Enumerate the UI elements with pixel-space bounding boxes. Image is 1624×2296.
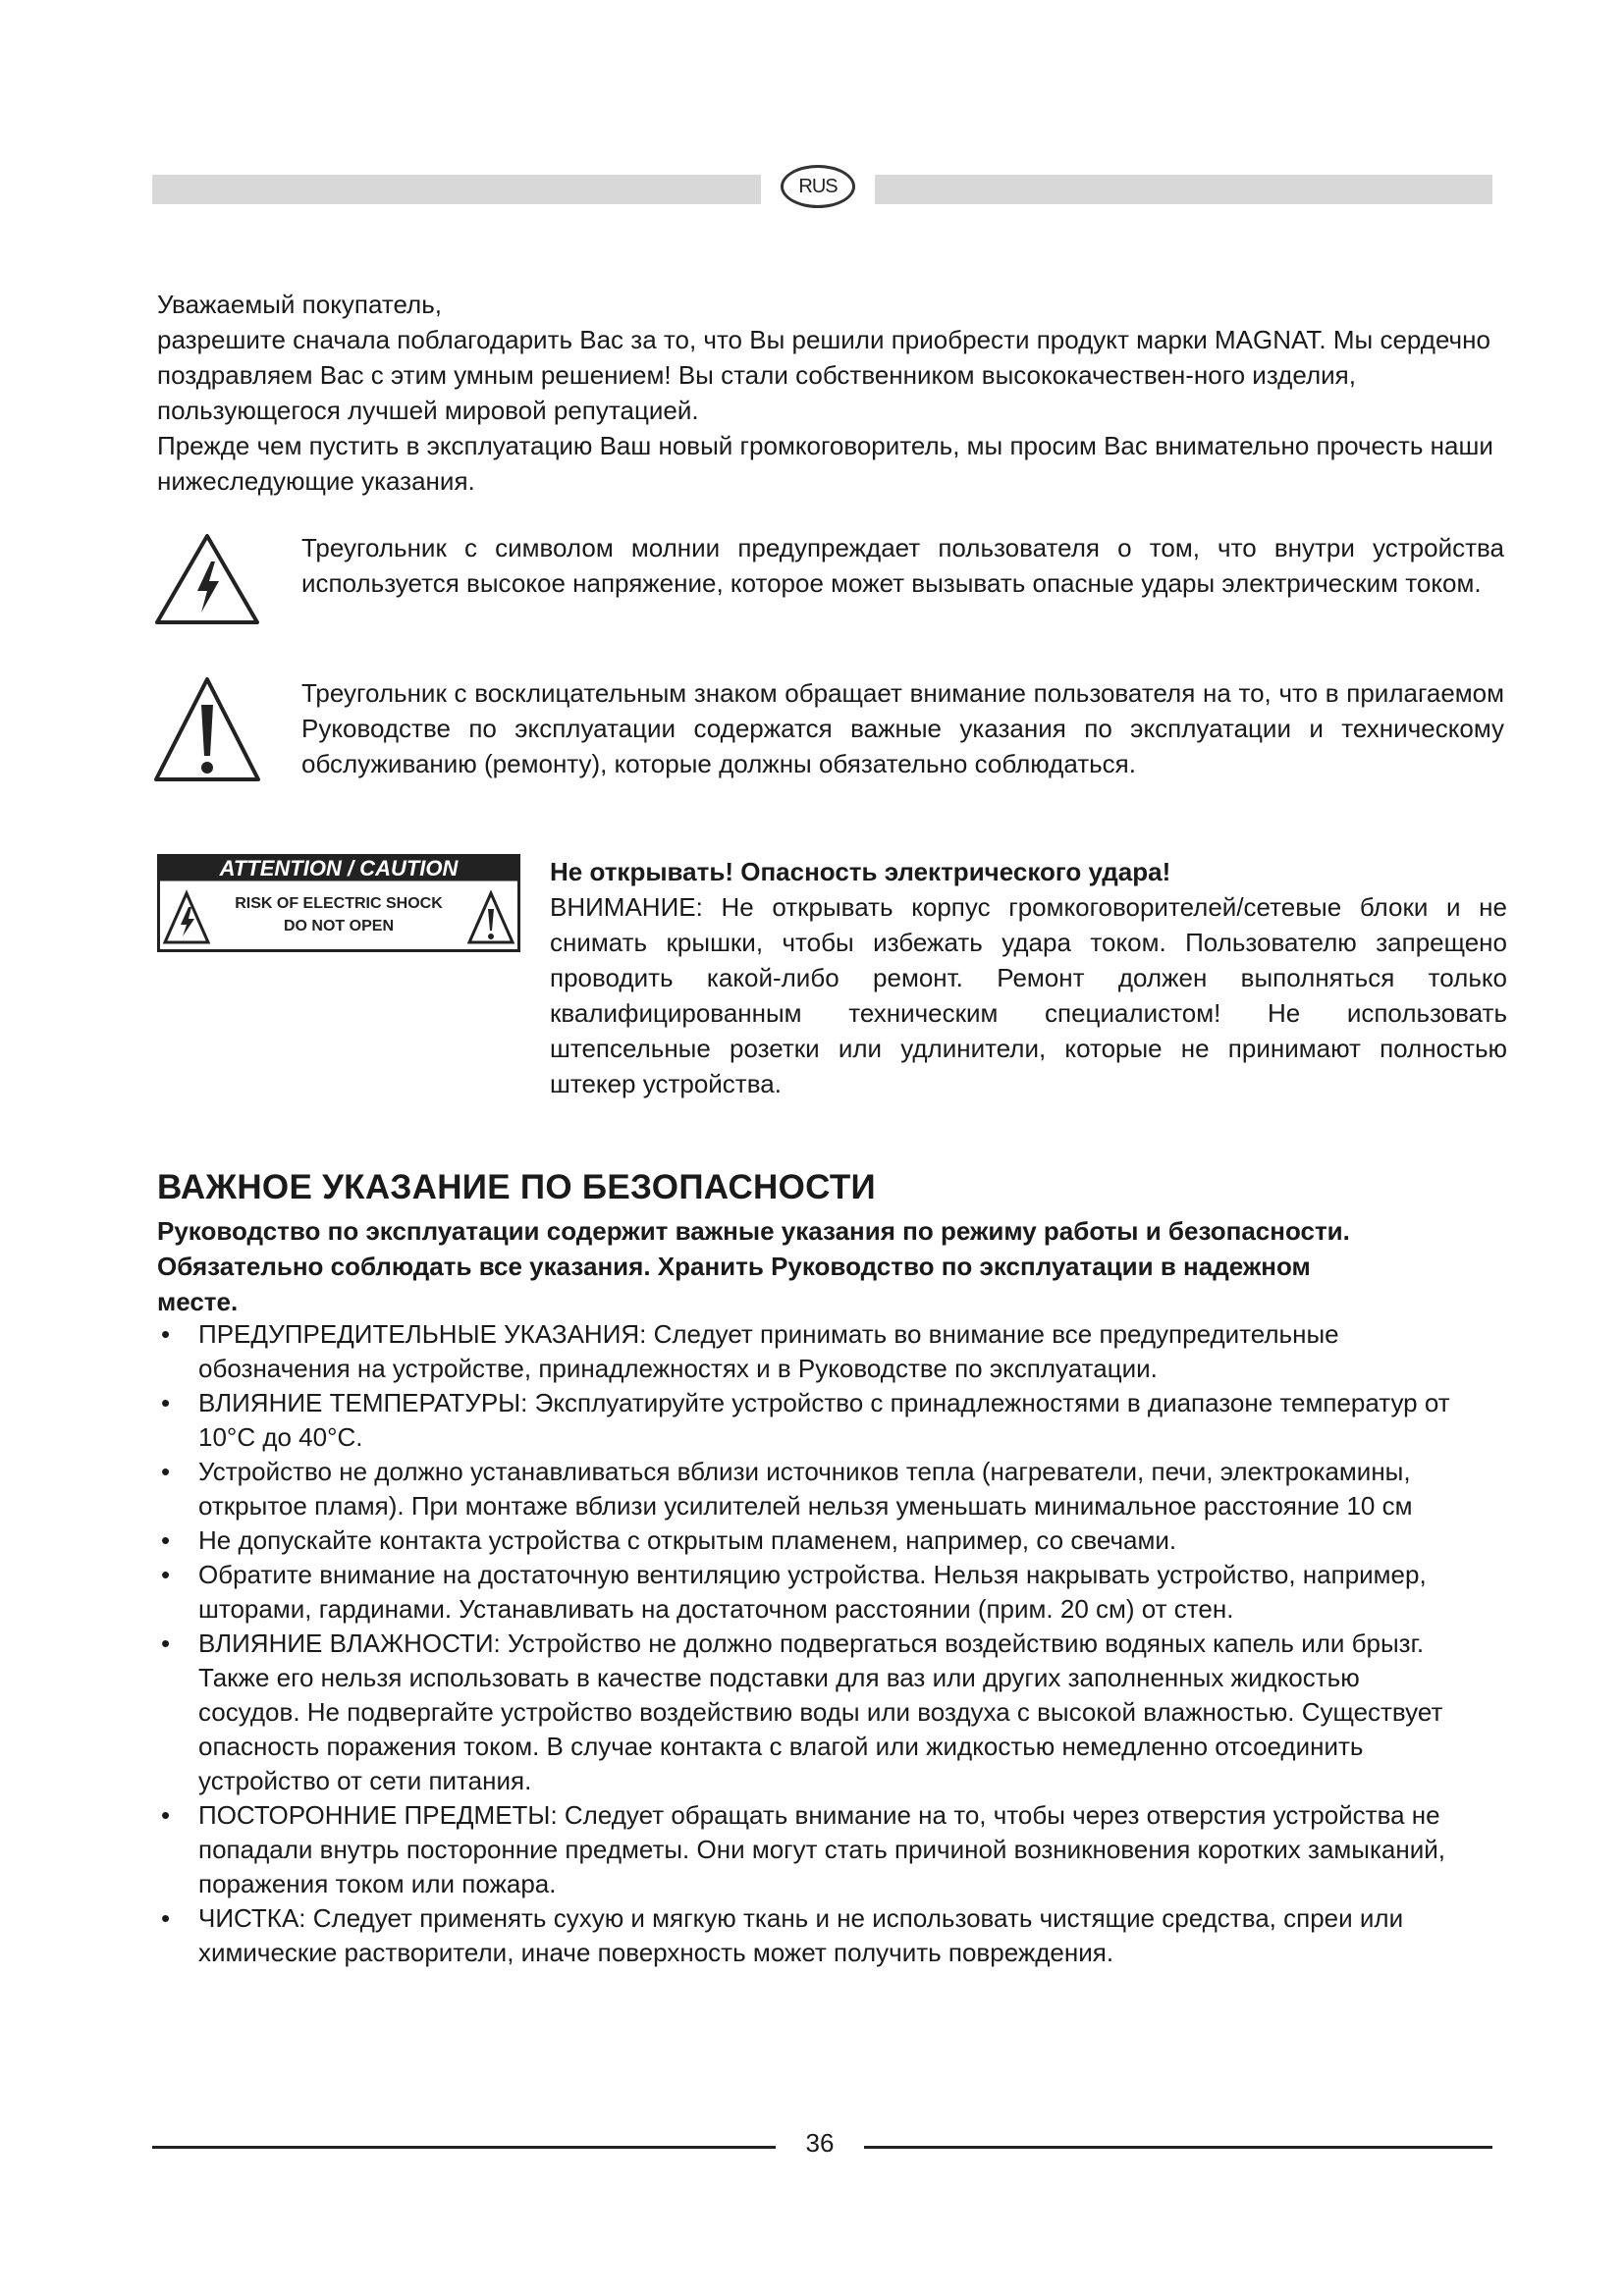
list-item: • ВЛИЯНИЕ ВЛАЖНОСТИ: Устройство не должно подвергаться воздействию водяных капель или брызг. Также его нельзя использовать в качестве подставки для ваз или других заполненных жидкостью сосудов. Не подвергайте устройство воздействию воды или воздуха с высокой влажностью. Существует опасность поражения током. В случае контакта с влагой или жидкостью немедленно отсоединить устройство от сети питания.	[157, 1627, 1463, 1798]
list-item: • Устройство не должно устанавливаться вблизи источников тепла (нагреватели, печи, электрокамины, открытое пламя). При монтаже вблизи усилителей нельзя уменьшать минимальное расстояние 10 см	[157, 1455, 1463, 1523]
lightning-warning-text: Треугольник с символом молнии предупреждает пользователя о том, что внутри устройства используется высокое напряжение, которое может вызывать опасные удары электрическим током.	[301, 533, 1504, 598]
header-bar-right	[875, 175, 1492, 204]
header-bar-left	[152, 175, 761, 204]
list-item: • Не допускайте контакта устройства с открытым пламенем, например, со свечами.	[157, 1523, 1463, 1558]
safety-title: ВАЖНОЕ УКАЗАНИЕ ПО БЕЗОПАСНОСТИ	[157, 1168, 876, 1206]
caution-label-title: ATTENTION / CAUTION	[219, 856, 459, 881]
caution-body: ВНИМАНИЕ: Не открывать корпус громкоговорителей/сетевые блоки и не снимать крышки, чтобы избежать удара током. Пользователю запрещено проводить какой-либо ремонт. Ремонт должен выполняться только квалифицированным техническим специалистом! Не использовать штепсельные розетки или удлинители, которые не принимают полностью штекер устройства.	[550, 892, 1507, 1098]
list-item: • ПОСТОРОННИЕ ПРЕДМЕТЫ: Следует обращать внимание на то, чтобы через отверстия устройства не попадали внутрь посторонние предметы. Они могут стать причиной возникновения коротких замыканий, поражения током или пожара.	[157, 1798, 1463, 1901]
intro-paragraph: разрешите сначала поблагодарить Вас за то, что Вы решили приобрести продукт марки MAGNAT. Мы сердечно поздравляем Вас с этим умным решением! Вы стали собственником высококачествен-ного изделия, пользующегося лучшей мировой репутацией.	[157, 325, 1490, 425]
caution-text	[550, 854, 1507, 1101]
page-number: 36	[805, 2128, 835, 2158]
language-badge: RUS	[781, 165, 855, 208]
intro-section	[157, 287, 1502, 499]
caution-label-line1: RISK OF ELECTRIC SHOCK	[235, 895, 443, 912]
greeting: Уважаемый покупатель,	[157, 290, 442, 319]
safety-lead: Руководство по эксплуатации содержит важные указания по режиму работы и безопасности. Обязательно соблюдать все указания. Хранить Руководство по эксплуатации в надежном месте.	[157, 1216, 1350, 1316]
exclamation-warning-text: Треугольник с восклицательным знаком обращает внимание пользователя на то, что в прилагаемом Руководстве по эксплуатации содержатся важные указания по эксплуатации и техническому обслуживанию (ремонту), которые должны обязательно соблюдаться.	[301, 678, 1504, 778]
list-item: • ЧИСТКА: Следует применять сухую и мягкую ткань и не использовать чистящие средства, спреи или химические растворители, иначе поверхность может получить повреждения.	[157, 1901, 1463, 1970]
lightning-triangle-icon	[152, 530, 262, 628]
safety-list	[157, 1317, 1463, 1970]
list-item: • ПРЕДУПРЕДИТЕЛЬНЫЕ УКАЗАНИЯ: Следует принимать во внимание все предупредительные обозначения на устройстве, принадлежностях и в Руководстве по эксплуатации.	[157, 1317, 1463, 1386]
caution-heading: Не открывать! Опасность электрического удара!	[550, 857, 1171, 886]
exclamation-triangle-icon	[152, 675, 262, 785]
caution-label-icon	[157, 854, 520, 952]
page-footer	[152, 2128, 1492, 2163]
list-item: • ВЛИЯНИЕ ТЕМПЕРАТУРЫ: Эксплуатируйте устройство с принадлежностями в диапазоне температур от 10°C до 40°C.	[157, 1386, 1463, 1455]
footer-rule-left	[152, 2146, 776, 2149]
footer-rule-right	[864, 2146, 1492, 2149]
intro-paragraph: Прежде чем пустить в эксплуатацию Ваш новый громкоговоритель, мы просим Вас внимательно прочесть наши нижеследующие указания.	[157, 431, 1493, 496]
list-item: • Обратите внимание на достаточную вентиляцию устройства. Нельзя накрывать устройство, например, шторами, гардинами. Устанавливать на достаточном расстоянии (прим. 20 см) от стен.	[157, 1558, 1463, 1627]
header-band	[152, 175, 1492, 204]
caution-label-line2: DO NOT OPEN	[283, 918, 395, 934]
